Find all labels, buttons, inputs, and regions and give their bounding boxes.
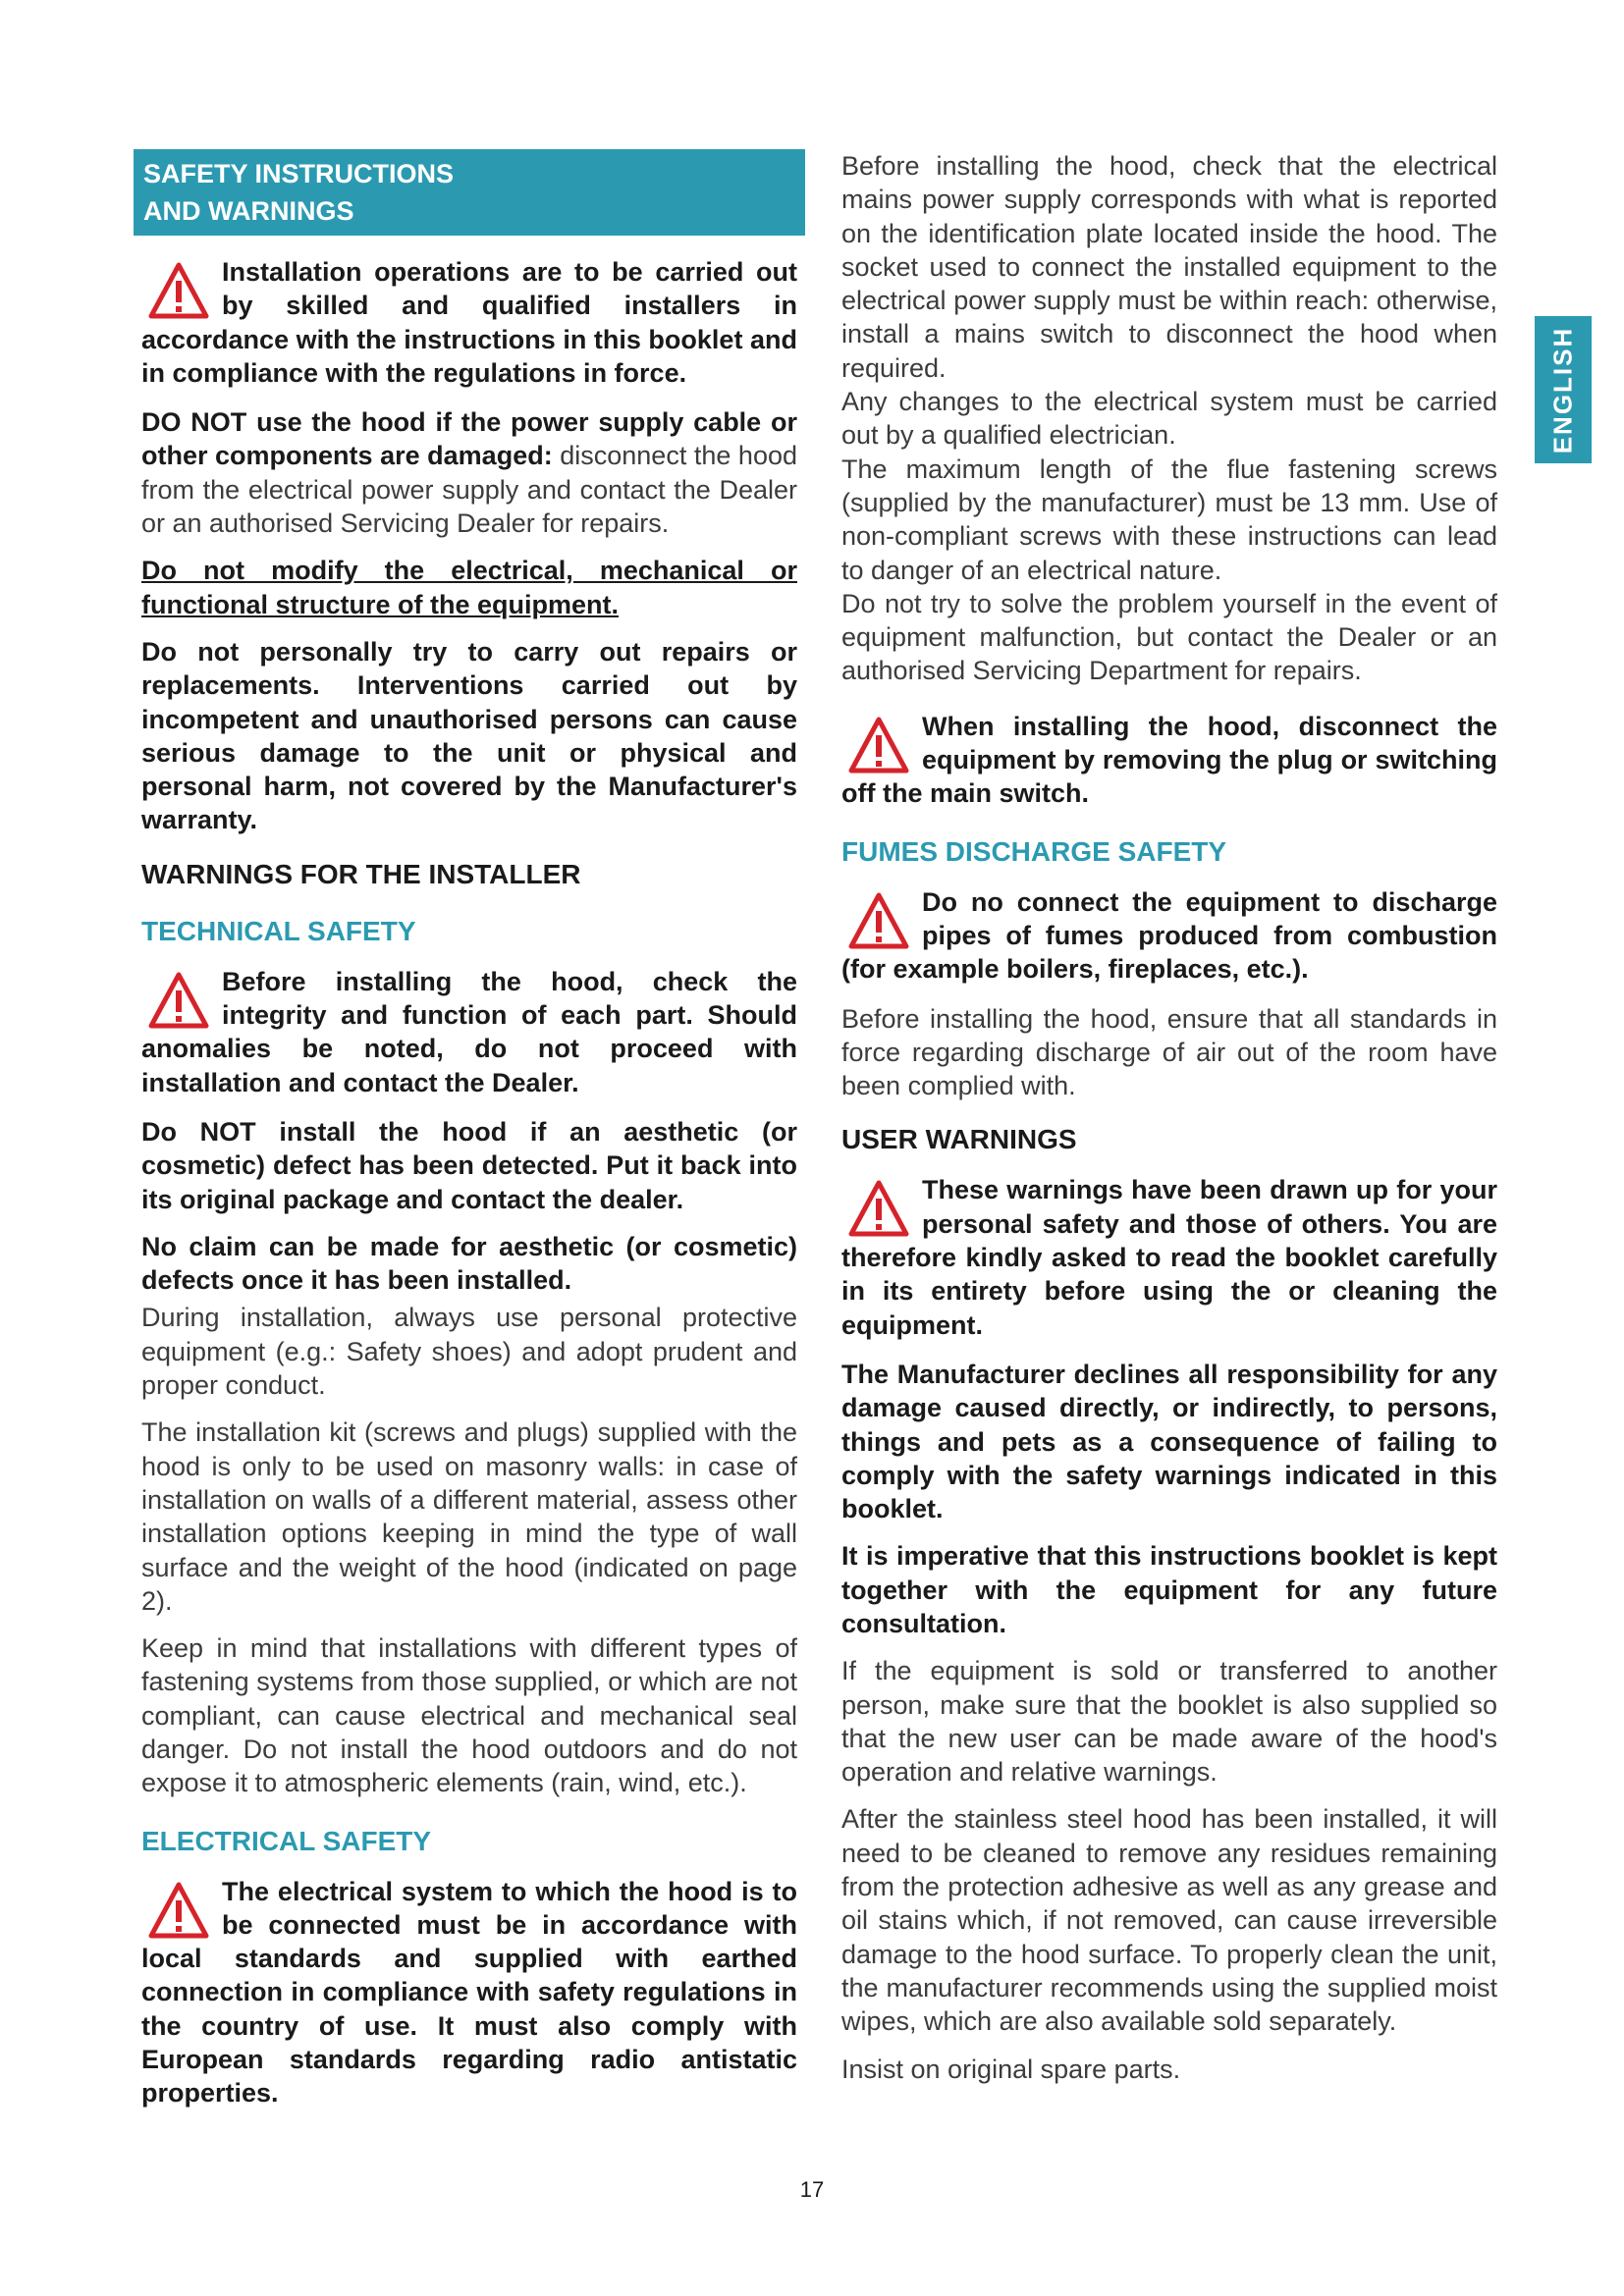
paragraph-declines: The Manufacturer declines all responsibility for any damage caused directly, or indirectly, to persons, things and pets as a consequence of failing to comply with the safety warnings indicated in this booklet. (841, 1359, 1497, 1524)
warning-triangle-icon (147, 261, 210, 320)
warning-fumes (841, 885, 1497, 987)
left-column (141, 149, 797, 2126)
paragraph-protective: During installation, always use personal protective equipment (e.g.: Safety shoes) and adopt prudent and proper conduct. (141, 1303, 797, 1401)
heading-user-warnings: USER WARNINGS (841, 1124, 1077, 1155)
dont-use-bold: DO NOT use the hood if the power supply cable or other components are damaged: (141, 407, 797, 471)
paragraph-screws: The maximum length of the flue fastening screws (supplied by the manufacturer) must be 13 mm. Use of non-compliant screws with these instructions can lead to danger of an electrical nature. (841, 454, 1497, 585)
warning-electrical-system (141, 1875, 797, 2110)
heading-installer-warnings: WARNINGS FOR THE INSTALLER (141, 858, 581, 889)
paragraph-repairs: Do not personally try to carry out repairs or replacements. Interventions carried out by incompetent and unauthorised persons can cause serious damage to the unit or physical and personal harm, not covered by the Manufacturer's warranty. (141, 636, 797, 835)
warning-triangle-icon (847, 891, 910, 950)
warning-installers-text: Installation operations are to be carried out by skilled and qualified installers in accordance with the instructions in this booklet and in compliance with the regulations in force. (141, 257, 797, 388)
warning-disconnect-text: When installing the hood, disconnect the equipment by removing the plug or switching off the main switch. (841, 711, 1497, 809)
heading-fumes-discharge: FUMES DISCHARGE SAFETY (841, 835, 1227, 867)
language-tab-label: ENGLISH (1547, 326, 1578, 454)
paragraph-imperative: It is imperative that this instructions booklet is kept together with the equipment for any future consultation. (841, 1541, 1497, 1638)
warning-fumes-text: Do no connect the equipment to discharge pipes of fumes produced from combustion (for example boilers, fireplaces, etc.). (841, 886, 1497, 985)
warning-user (841, 1173, 1497, 1341)
paragraph-dont-use (141, 405, 797, 540)
paragraph-fastening: Keep in mind that installations with different types of fastening systems from those supplied, or which are not compliant, can cause electrical and mechanical seal danger. Do not install the hood outdoors and do not expose it to atmospheric elements (rain, wind, etc.). (141, 1633, 797, 1798)
warning-integrity-text: Before installing the hood, check the integrity and function of each part. Should anomalies be noted, do not proceed with installation and contact the Dealer. (141, 966, 797, 1097)
paragraph-malfunction: Do not try to solve the problem yourself in the event of equipment malfunction, but contact the Dealer or an authorised Servicing Department for repairs. (841, 588, 1497, 686)
right-column (841, 149, 1497, 2100)
paragraph-insist: Insist on original spare parts. (841, 2054, 1181, 2084)
dont-use-rest: disconnect the hood from the electrical power supply and contact the Dealer or an authorised Servicing Dealer for repairs. (141, 441, 797, 539)
warning-installers (141, 255, 797, 390)
warning-triangle-icon (147, 1881, 210, 1940)
paragraph-no-claim: No claim can be made for aesthetic (or cosmetic) defects once it has been installed. (141, 1231, 797, 1296)
paragraph-kit: The installation kit (screws and plugs) supplied with the hood is only to be used on masonry walls: in case of installation on walls of a different material, assess other installation options keeping in mind the type of wall surface and the weight of the hood (indicated on page 2). (141, 1417, 797, 1616)
paragraph-standards: Before installing the hood, ensure that all standards in force regarding discharge of air out of the room have been complied with. (841, 1003, 1497, 1101)
warning-disconnect (841, 710, 1497, 811)
page-number: 17 (799, 2177, 825, 2202)
paragraph-aesthetic: Do NOT install the hood if an aesthetic (or cosmetic) defect has been detected. Put it back into its original package and contact the dealer. (141, 1116, 797, 1214)
paragraph-changes: Any changes to the electrical system must be carried out by a qualified electrician. (841, 387, 1497, 451)
warning-user-text: These warnings have been drawn up for your personal safety and those of others. You are therefore kindly asked to read the booklet carefully in its entirety before using the or cleaning the equipment. (841, 1175, 1497, 1340)
section-banner (134, 149, 805, 236)
heading-technical-safety: TECHNICAL SAFETY (141, 915, 416, 946)
warning-integrity (141, 965, 797, 1099)
warning-triangle-icon (847, 1179, 910, 1238)
banner-line-1: SAFETY INSTRUCTIONS (143, 159, 455, 188)
warning-electrical-system-text: The electrical system to which the hood is to be connected must be in accordance with local standards and supplied with earthed connection in compliance with safety regulations in the country of use. It must also comply with European standards regarding radio antistatic properties. (141, 1876, 797, 2109)
paragraph-modify: Do not modify the electrical, mechanical or functional structure of the equipment. (141, 556, 797, 619)
paragraph-stainless: After the stainless steel hood has been installed, it will need to be cleaned to remove any residues remaining from the protection adhesive as well as any grease and oil stains which, if not removed, can cause irreversible damage to the hood surface. To properly clean the unit, the manufacturer recommends using the supplied moist wipes, which are also available sold separately. (841, 1804, 1497, 2037)
warning-triangle-icon (147, 971, 210, 1030)
heading-electrical-safety: ELECTRICAL SAFETY (141, 1825, 432, 1856)
paragraph-supply: Before installing the hood, check that the electrical mains power supply corresponds with what is reported on the identification plate located inside the hood. The socket used to connect the installed equipment to the electrical power supply must be within reach: otherwise, install a mains switch to disconnect the hood when required. (841, 151, 1497, 383)
paragraph-sold: If the equipment is sold or transferred to another person, make sure that the booklet is also supplied so that the new user can be made aware of the hood's operation and relative warnings. (841, 1656, 1497, 1788)
language-tab (1535, 316, 1592, 463)
warning-triangle-icon (847, 716, 910, 774)
banner-line-2: AND WARNINGS (143, 196, 354, 226)
